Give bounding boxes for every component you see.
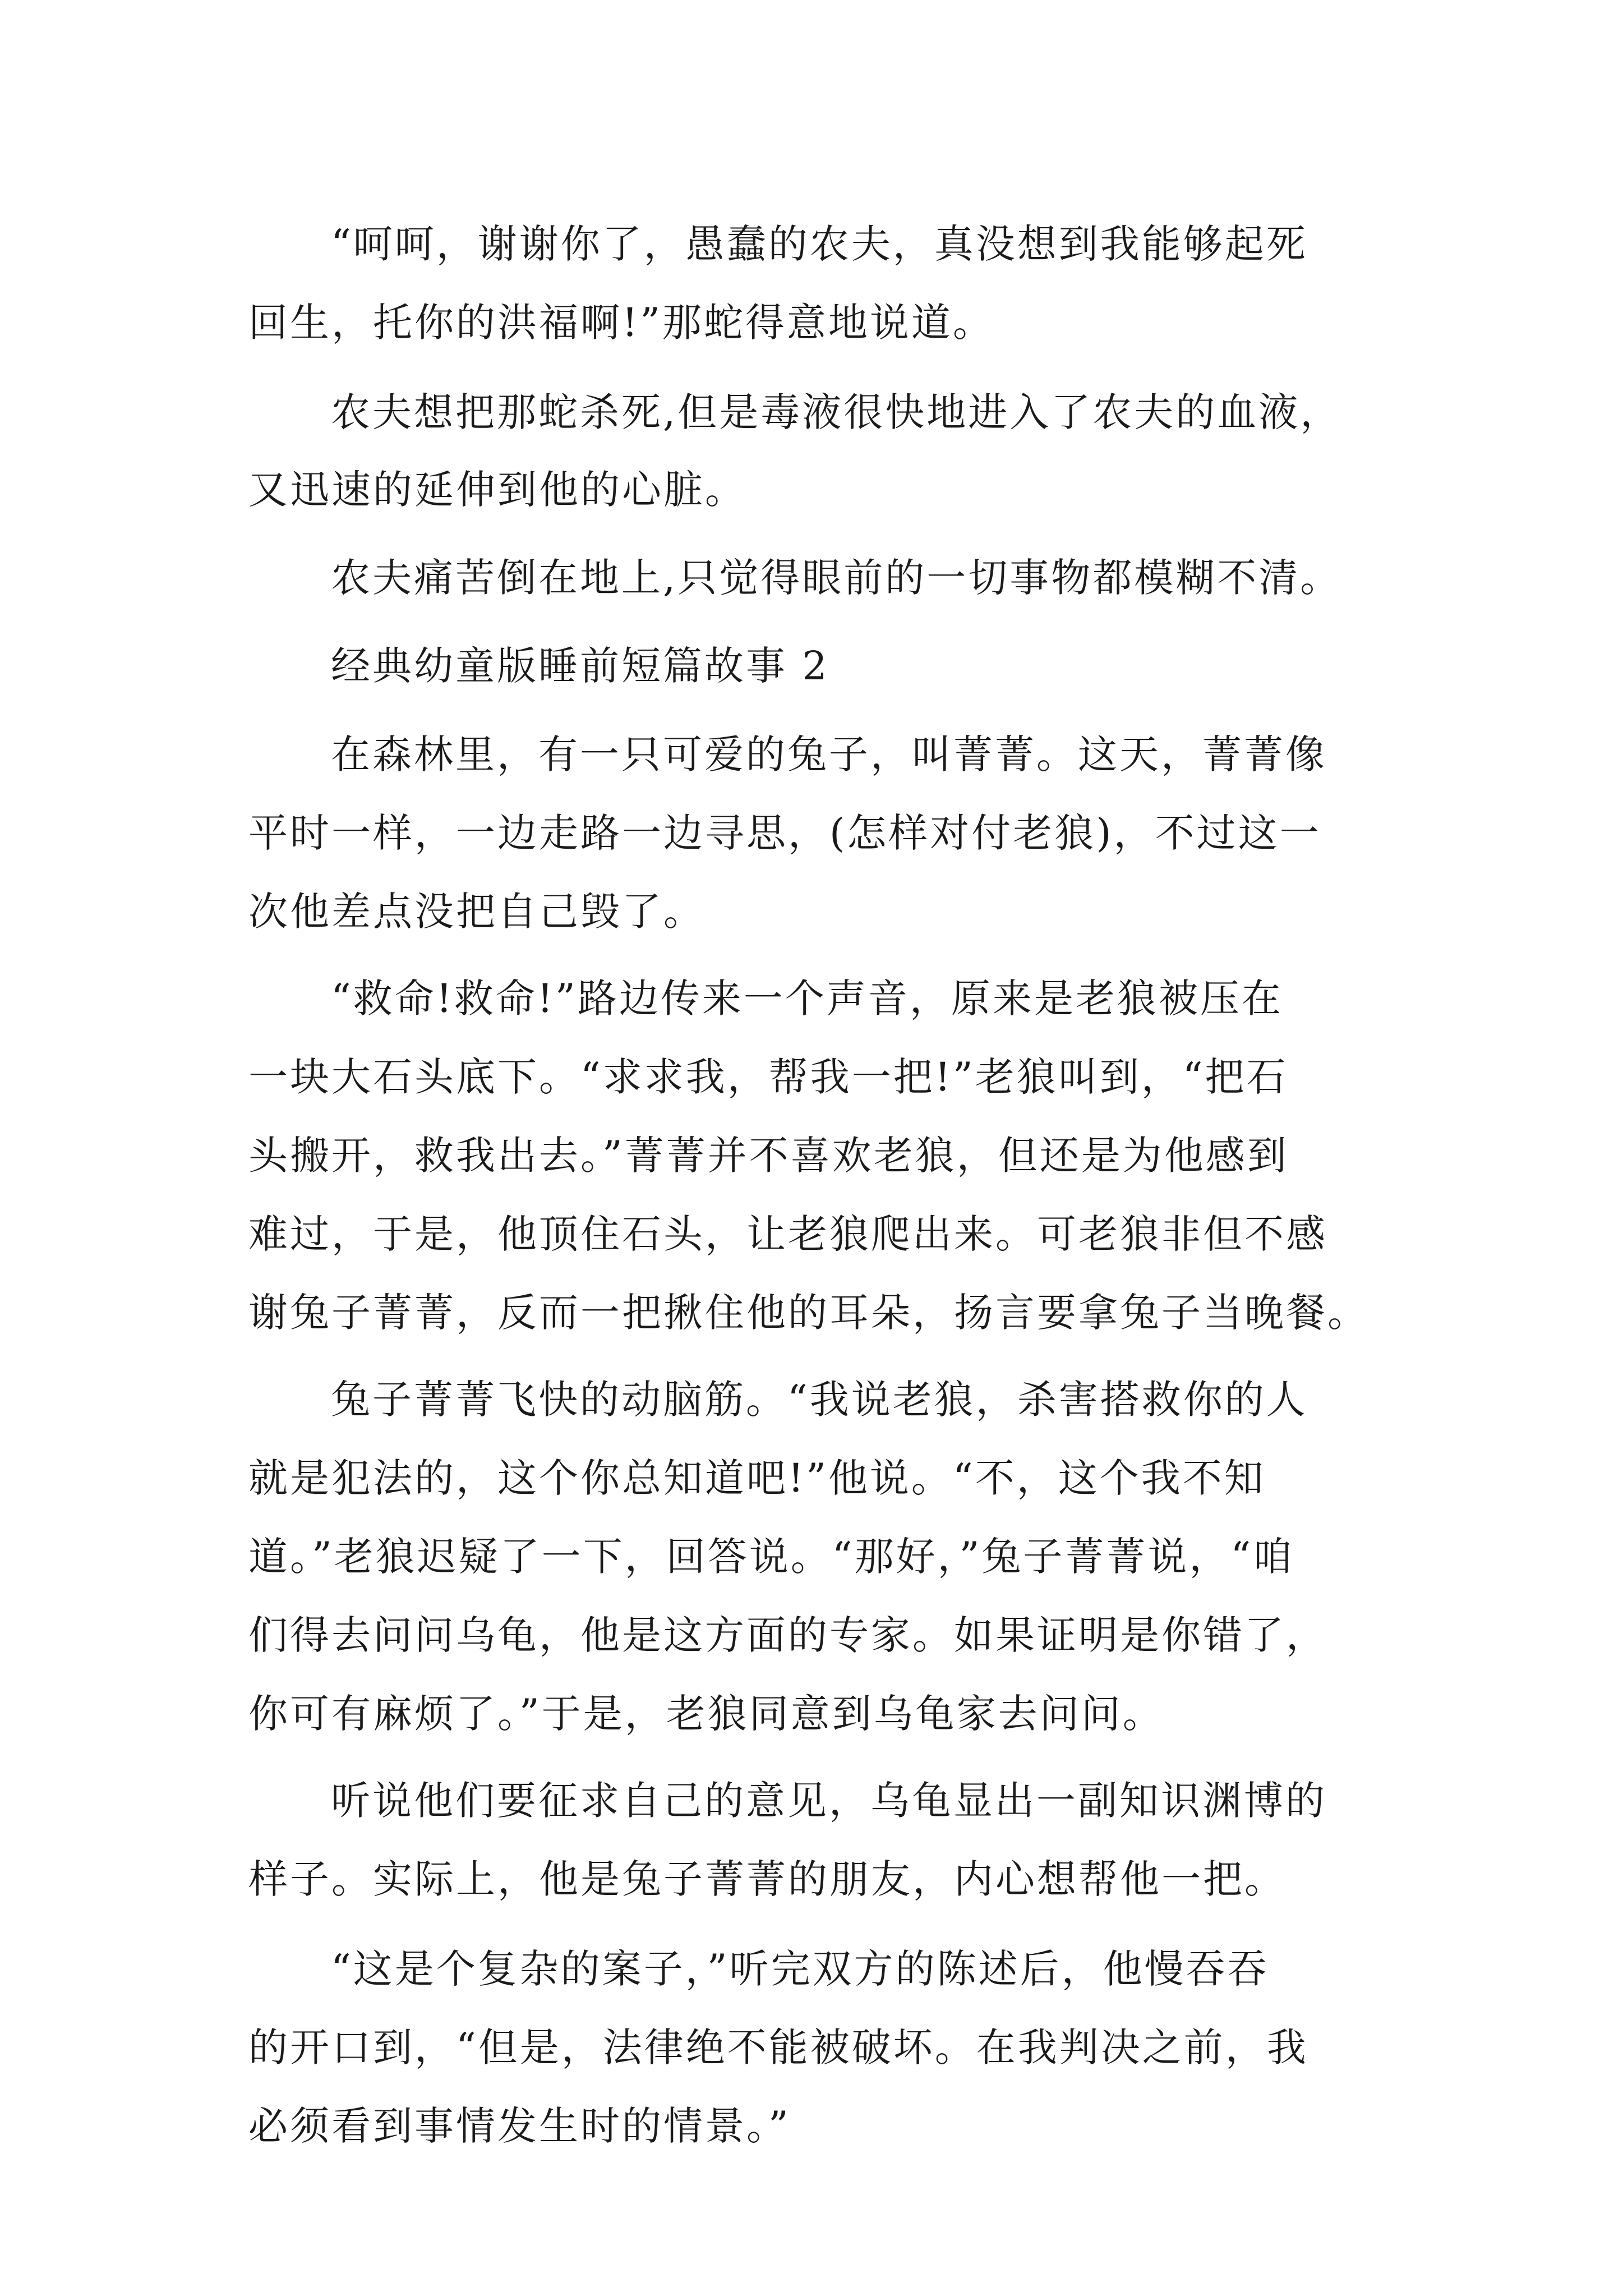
text-line: 平时一样，一边走路一边寻思，(怎样对付老狼)，不过这一 [248,810,1321,856]
text-line: 必须看到事情发生时的情景。” [248,2103,791,2149]
text-line: 回生，托你的洪福啊!”那蛇得意地说道。 [248,300,994,346]
text-line: 们得去问问乌龟，他是这方面的专家。如果证明是你错了， [248,1612,1327,1658]
text-line: 道。”老狼迟疑了一下，回答说。“那好，”兔子菁菁说，“咱 [248,1534,1295,1580]
text-line: 农夫痛苦倒在地上,只觉得眼前的一切事物都模糊不清。 [331,555,1342,601]
text-line: 听说他们要征求自己的意见，乌龟显出一副知识渊博的 [331,1778,1327,1824]
text-line: 一块大石头底下。“求求我，帮我一把!”老狼叫到，“把石 [248,1054,1288,1100]
text-line: 头搬开，救我出去。”菁菁并不喜欢老狼，但还是为他感到 [248,1133,1289,1179]
text-line: 在森林里，有一只可爱的兔子，叫菁菁。这天，菁菁像 [331,731,1327,777]
text-line: 难过，于是，他顶住石头，让老狼爬出来。可老狼非但不感 [248,1211,1327,1257]
text-line: “这是个复杂的案子，”听完双方的陈述后，他慢吞吞 [331,1946,1269,1992]
text-line: 样子。实际上，他是兔子菁菁的朋友，内心想帮他一把。 [248,1856,1286,1902]
text-line: 你可有麻烦了。”于是，老狼同意到乌龟家去问问。 [248,1691,1164,1737]
text-line: 农夫想把那蛇杀死,但是毒液很快地进入了农夫的血液， [331,389,1342,435]
text-line: 次他差点没把自己毁了。 [248,889,705,935]
text-line: “呵呵，谢谢你了，愚蠢的农夫，真没想到我能够起死 [331,221,1308,267]
text-line: 又迅速的延伸到他的心脏。 [248,467,746,513]
text-line: “救命!救命!”路边传来一个声音，原来是老狼被压在 [331,976,1283,1022]
text-line: 兔子菁菁飞快的动脑筋。“我说老狼，杀害搭救你的人 [331,1377,1308,1423]
text-line: 谢兔子菁菁，反而一把揪住他的耳朵，扬言要拿兔子当晚餐。 [248,1290,1369,1336]
section-title: 经典幼童版睡前短篇故事 2 [331,643,829,689]
text-line: 的开口到，“但是，法律绝不能被破坏。在我判决之前，我 [248,2024,1308,2070]
text-line: 就是犯法的，这个你总知道吧!”他说。“不，这个我不知 [248,1455,1266,1501]
